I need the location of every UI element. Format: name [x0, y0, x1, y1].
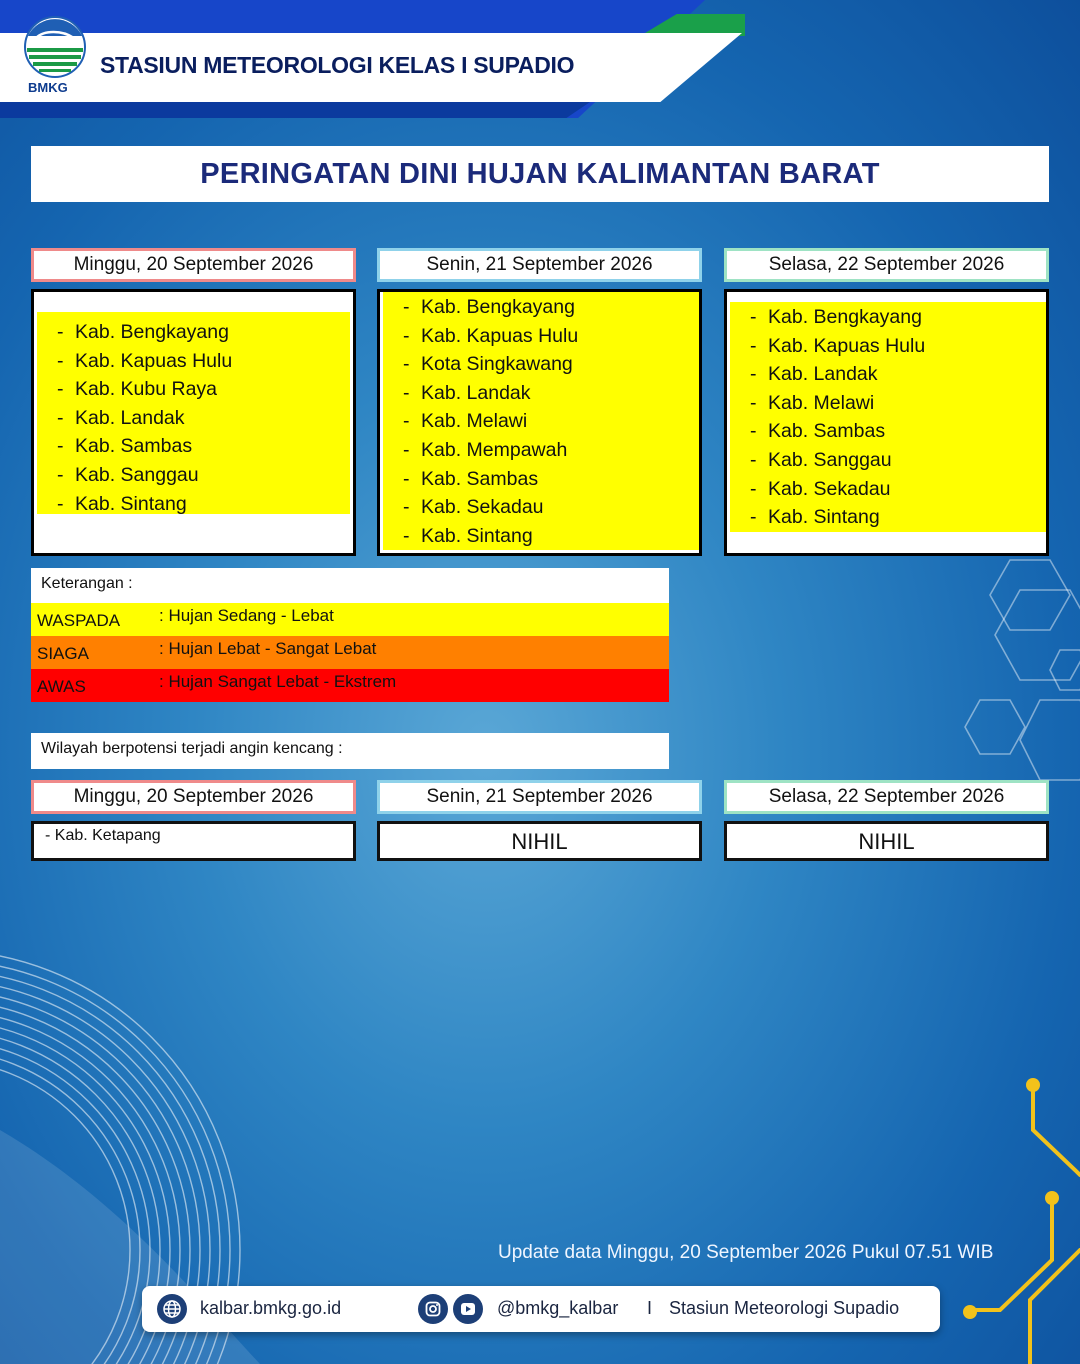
footer-website-link[interactable]: kalbar.bmkg.go.id	[200, 1298, 342, 1318]
wind-day3-header: Selasa, 22 September 2026	[724, 780, 1049, 814]
list-item: - Kota Singkawang	[403, 350, 699, 379]
rain-day3-list	[730, 302, 1046, 532]
footer-station-name: Stasiun Meteorologi Supadio	[669, 1298, 900, 1318]
wind-day1-header: Minggu, 20 September 2026	[31, 780, 356, 814]
rain-day1-panel	[31, 289, 356, 556]
legend-row-waspada	[31, 603, 669, 636]
list-item: - Kab. Sekadau	[750, 475, 1046, 504]
list-item: - Kab. Sintang	[403, 522, 699, 551]
list-item: - Kab. Kapuas Hulu	[750, 332, 1046, 361]
list-item: - Kab. Sambas	[57, 432, 350, 461]
list-item: - Kab. Kapuas Hulu	[57, 347, 350, 376]
list-item: - Kab. Sambas	[403, 465, 699, 494]
rain-day3-panel	[724, 289, 1049, 556]
rain-day3-header: Selasa, 22 September 2026	[724, 248, 1049, 282]
rain-day1-list	[37, 312, 350, 514]
station-name: STASIUN METEOROLOGI KELAS I SUPADIO	[100, 52, 575, 78]
list-item: - Kab. Sanggau	[57, 461, 350, 490]
footer-social-handle[interactable]: @bmkg_kalbar	[497, 1298, 619, 1318]
list-item: - Kab. Sintang	[57, 490, 350, 519]
footer-separator: I	[647, 1298, 653, 1318]
legend-level: WASPADA	[37, 611, 121, 630]
legend-desc: : Hujan Sangat Lebat - Ekstrem	[159, 672, 397, 691]
logo-text: BMKG	[28, 80, 68, 95]
list-item: - Kab. Bengkayang	[57, 318, 350, 347]
list-item: - Kab. Kubu Raya	[57, 375, 350, 404]
list-item: - Kab. Melawi	[750, 389, 1046, 418]
wind-day3-content: NIHIL	[724, 821, 1049, 861]
legend-heading: Keterangan :	[31, 568, 669, 603]
wind-heading: Wilayah berpotensi terjadi angin kencang :	[31, 733, 669, 769]
list-item: - Kab. Sambas	[750, 417, 1046, 446]
header-dark-band	[0, 102, 590, 118]
page-title-box	[31, 146, 1049, 202]
rain-day2-panel	[377, 289, 702, 556]
update-text: Update data Minggu, 20 September 2026 Pukul 07.51 WIB	[498, 1242, 994, 1263]
list-item: - Kab. Sintang	[750, 503, 1046, 532]
wind-day2-header: Senin, 21 September 2026	[377, 780, 702, 814]
page-title: PERINGATAN DINI HUJAN KALIMANTAN BARAT	[200, 157, 880, 190]
list-item: - Kab. Bengkayang	[403, 293, 699, 322]
legend-row-awas	[31, 669, 669, 702]
list-item: - Kab. Bengkayang	[750, 303, 1046, 332]
globe-icon	[157, 1294, 187, 1324]
list-item: - Kab. Sekadau	[403, 493, 699, 522]
legend-desc: : Hujan Lebat - Sangat Lebat	[159, 639, 377, 658]
wind-day2-content: NIHIL	[377, 821, 702, 861]
legend-level: SIAGA	[37, 644, 89, 663]
list-item: - Kab. Melawi	[403, 407, 699, 436]
list-item: - Kab. Sanggau	[750, 446, 1046, 475]
rain-day1-header: Minggu, 20 September 2026	[31, 248, 356, 282]
legend-row-siaga	[31, 636, 669, 669]
youtube-icon[interactable]	[453, 1294, 483, 1324]
list-item: - Kab. Landak	[57, 404, 350, 433]
legend-desc: : Hujan Sedang - Lebat	[159, 606, 334, 625]
list-item: - Kab. Mempawah	[403, 436, 699, 465]
bmkg-logo-icon	[22, 14, 88, 80]
list-item: - Kab. Landak	[403, 379, 699, 408]
legend-level: AWAS	[37, 677, 86, 696]
rain-day2-list	[383, 292, 699, 550]
instagram-icon[interactable]	[418, 1294, 448, 1324]
rain-day2-header: Senin, 21 September 2026	[377, 248, 702, 282]
list-item: - Kab. Landak	[750, 360, 1046, 389]
footer-bar	[142, 1286, 940, 1332]
list-item: - Kab. Kapuas Hulu	[403, 322, 699, 351]
wind-day1-content: - Kab. Ketapang	[31, 821, 356, 861]
legend	[31, 568, 669, 701]
